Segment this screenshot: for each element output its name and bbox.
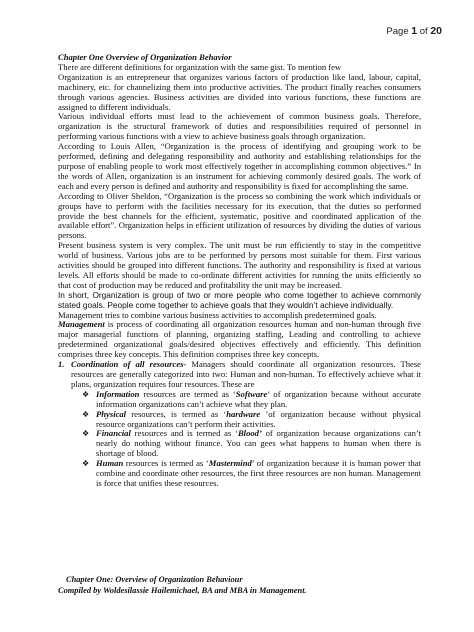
list-number: 1. [58,359,65,370]
resource-text: ’ of organization because it is human power that combine and coordinate other resources, the first three resources are non human. Management is force that unifies these resources. [96,458,421,488]
resource-term: Physical [96,408,127,419]
key-concept-item [58,360,421,489]
page-total: 20 [430,25,442,37]
page-of: of [419,26,428,37]
resource-text: resources, is termed as ‘ [126,408,227,419]
paragraph-organization-definition: Organization is an entrepreneur that organizes various factors of production like land, labour, capital, machinery, etc. for channelizing them into productive activities. The product finally reaches consumers through various agencies. Business activities are divided into various functions, these functions are assigned to different individuals. [58,71,421,112]
resource-term: Information [96,388,140,399]
in-short-text: Organization is group of two or more people who come together to achieve commonly stated goals. People come together to achieve goals that they wouldn’t achieve individually. [58,289,421,310]
paragraph-louis-allen: According to Louis Allen, “Organization is the process of identifying and grouping work to be performed, defining and delegating responsibility and authority and establishing relationships for the purpose of enabling people to work most effectively together in accomplishing common objectives.” In the words of Allen, organization is an instrument for achieving commonly desired goals. The work of each and every person is defined and authority and responsibility is fixed for accomplishing the same. [58,141,421,191]
coordination-term: Coordination of all resources- [71,359,187,370]
page-current: 1 [411,25,418,37]
list-item [71,459,421,489]
resource-term: Human [96,458,124,469]
resource-text: resources are termed as ‘ [139,388,236,399]
management-term: Management [58,319,105,330]
key-concepts-list [58,360,421,489]
resource-text: of organization because organizations can’t nearly do nothing without finance. You can gees what happens to human when there is shortage of blood. [96,428,421,459]
resource-text: resources and is termed as ‘ [130,428,238,439]
resource-text: resources is termed as ‘ [123,458,209,469]
resource-key: Blood’ [237,428,262,439]
in-short-lead: In short, [58,289,90,300]
paragraph-intro: There are different definitions for organization with the same gist. To mention few [58,61,342,72]
list-item [71,410,421,430]
paragraph-structural-framework: Various individual efforts must lead to the achievement of common business goals. Therefore, organization is the structural framework of duties and responsibilities required of personnel in performing various functions with a view to achieve business goals through organization. [58,111,421,142]
chapter-title: Chapter One Overview of Organization Behavior [58,52,232,62]
paragraph-oliver-sheldon: According to Oliver Sheldon, “Organization is the process so combining the work which individuals or groups have to perform with the facilities necessary for its execution, that the duties so performed provide the best channels for the efficient, systematic, positive and coordinated application of the available effort”. Organization helps in efficient utilization of resources by dividing the duties of various persons. [58,190,421,241]
list-item [71,390,421,410]
footer-compiled-by: Compiled by Woldesilassie Hailemichael, BA and MBA in Management. [58,585,307,595]
diamond-bullet-icon: ❖ [82,459,90,469]
resource-key: Software [235,388,268,399]
paragraph-in-short [58,291,421,311]
footer-chapter: Chapter One: Overview of Organization Behaviour [66,575,243,584]
page-footer [58,575,438,596]
paragraph-business-system: Present business system is very complex. The unit must be run efficiently to stay in the competitive world of business. Various jobs are to be performed by persons most suitable for them. First various activities should be grouped into different functions. The authority and responsibility is fixed at various levels. All efforts should be made to co-ordinate different activities for running the units efficiently so that cost of production may be reduced and profitability the unit may be increased. [58,240,421,290]
page-label: Page [386,26,409,37]
resource-key: Mastermind [208,458,252,469]
resource-key: hardware [226,408,261,419]
paragraph-management-definition [58,320,421,360]
management-definition-text: is process of coordinating all organization resources human and non-human through five major managerial functions of planning, organizing staffing, Leading and controlling to achieve predetermined organizational goals/desired objectives effectively and efficiently. This definition comprises three key concepts. This definition comprises three key concepts. [58,319,421,360]
resource-text: ’of organization because without physical resource organizations can’t perform their activities. [96,408,421,429]
resource-list [71,390,421,489]
page-number [386,25,442,37]
coordination-text: Managers should coordinate all organization resources. These resources are generally categorized into two: Human and non-human. To effectively achieve what it plans, organization requires four resources. These are [71,359,422,389]
diamond-bullet-icon: ❖ [82,389,90,399]
diamond-bullet-icon: ❖ [82,409,90,419]
resource-term: Financial [96,428,131,439]
list-item [71,429,421,459]
paragraph-management-tries: Management tries to combine various business activities to accomplish predetermined goals. [58,309,377,320]
document-body [58,53,421,489]
diamond-bullet-icon: ❖ [82,429,90,439]
resource-text: ’ of organization because without accurate information organizations can’t achieve what they plan. [96,388,422,409]
